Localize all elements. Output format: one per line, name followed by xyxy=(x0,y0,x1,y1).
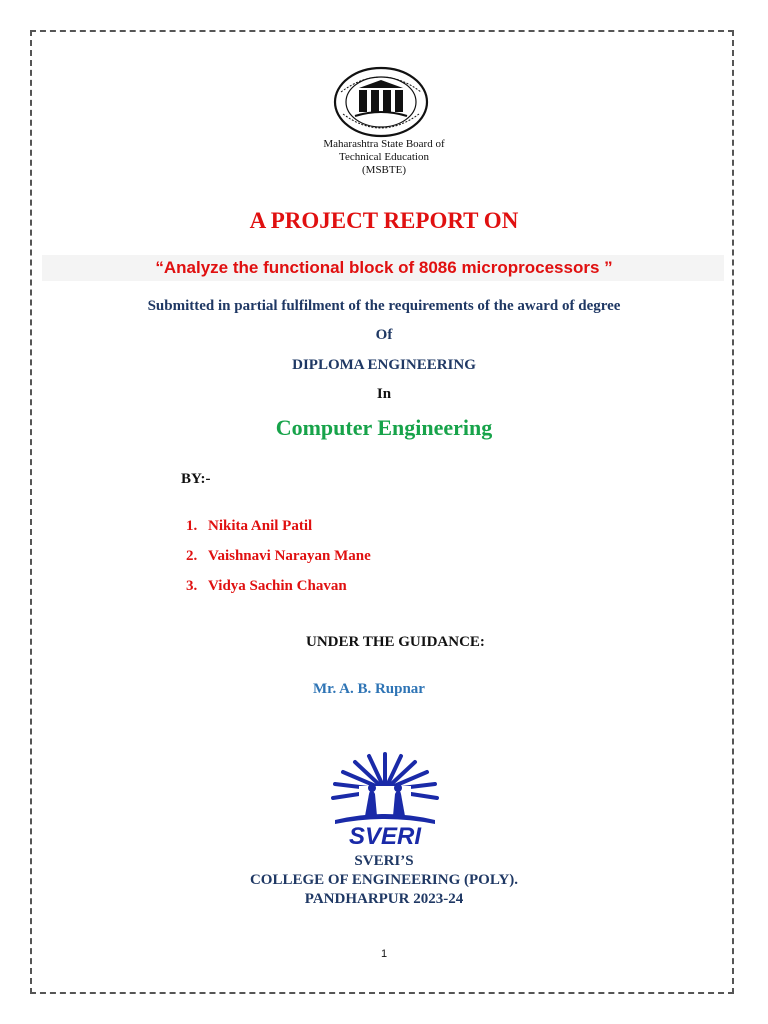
msbte-abbr: (MSBTE) xyxy=(362,164,406,176)
student-number: 1. xyxy=(186,518,198,534)
college-block xyxy=(0,852,768,909)
list-item xyxy=(186,516,371,546)
branch-name: Computer Engineering xyxy=(275,415,493,440)
in-line: In xyxy=(376,386,392,402)
msbte-name-line2: Technical Education xyxy=(339,151,429,163)
degree-line: DIPLOMA ENGINEERING xyxy=(292,357,476,373)
sveri-logo-text: SVERI xyxy=(348,823,422,848)
msbte-name-line1: Maharashtra State Board of xyxy=(323,138,445,150)
guidance-label: UNDER THE GUIDANCE: xyxy=(306,634,485,650)
report-heading: A PROJECT REPORT ON xyxy=(249,208,519,233)
msbte-name xyxy=(284,138,484,177)
college-line3: PANDHARPUR 2023-24 xyxy=(304,891,464,907)
list-item xyxy=(186,576,371,606)
submitted-line: Submitted in partial fulfilment of the requirements of the award of degree xyxy=(147,298,621,314)
student-number: 2. xyxy=(186,548,198,564)
college-line2: COLLEGE OF ENGINEERING (POLY). xyxy=(249,872,519,888)
college-line1: SVERI’S xyxy=(354,853,414,869)
msbte-logo xyxy=(333,66,429,138)
page-number: 1 xyxy=(380,948,388,960)
guide-name: Mr. A. B. Rupnar xyxy=(313,681,425,697)
of-line: Of xyxy=(375,327,393,343)
report-topic: “Analyze the functional block of 8086 microprocessors ” xyxy=(155,258,613,277)
student-name: Vaishnavi Narayan Mane xyxy=(208,548,371,564)
student-name: Nikita Anil Patil xyxy=(208,518,313,534)
student-number: 3. xyxy=(186,578,198,594)
by-label: BY:- xyxy=(181,471,211,487)
sveri-logo xyxy=(325,750,445,848)
list-item xyxy=(186,546,371,576)
student-list xyxy=(186,516,371,606)
student-name: Vidya Sachin Chavan xyxy=(208,578,347,594)
